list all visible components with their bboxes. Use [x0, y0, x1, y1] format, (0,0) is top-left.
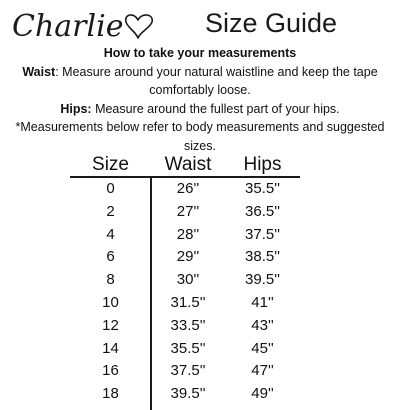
hips-cell: 49'': [251, 385, 274, 403]
waist-cell: 28'': [176, 225, 200, 243]
hips-instruction: [0, 100, 400, 119]
waist-cell: 27'': [176, 202, 200, 220]
table-row: [70, 315, 300, 338]
table-row: [70, 338, 300, 361]
instructions-heading: How to take your measurements: [103, 46, 297, 60]
brand-logo: [10, 6, 160, 46]
header-hips: Hips: [243, 154, 282, 175]
hips-cell: 43'': [251, 316, 274, 334]
hips-cell: 36.5'': [245, 202, 280, 220]
heart-icon: [126, 15, 152, 38]
hips-cell: 39.5'': [245, 271, 280, 289]
hips-label: Hips:: [60, 101, 92, 116]
measurement-note: *Measurements below refer to body measurements and suggested sizes.: [15, 120, 385, 153]
size-cell: 0: [106, 180, 115, 197]
table-row: [70, 178, 300, 201]
table-body: [70, 178, 300, 406]
table-row: [70, 224, 300, 247]
table-row: [70, 360, 300, 383]
hips-cell: 38.5'': [245, 248, 280, 266]
page-title: Size Guide: [205, 8, 338, 38]
size-cell: 8: [106, 271, 115, 289]
hips-cell: 41'': [251, 293, 274, 311]
header-size: Size: [92, 154, 129, 175]
table-row: [70, 292, 300, 315]
waist-cell: 35.5'': [170, 339, 206, 357]
waist-cell: 30'': [176, 271, 200, 289]
waist-instruction: [0, 63, 400, 100]
hips-cell: 45'': [251, 339, 274, 357]
size-cell: 6: [106, 248, 115, 266]
hips-cell: 37.5'': [245, 225, 280, 243]
measurement-instructions: [0, 44, 400, 155]
waist-cell: 31.5'': [170, 293, 206, 311]
table-header-row: [70, 154, 300, 178]
size-cell: 10: [102, 293, 119, 311]
size-table: [70, 154, 300, 406]
size-cell: 12: [102, 316, 119, 334]
size-cell: 4: [106, 225, 115, 243]
hips-text: Measure around the fullest part of your hips.: [91, 101, 340, 116]
hips-cell: 35.5'': [245, 180, 280, 197]
column-divider: [150, 178, 152, 410]
waist-cell: 26'': [176, 180, 200, 197]
table-row: [70, 201, 300, 224]
hips-cell: 47'': [251, 362, 274, 380]
waist-label: Waist: [22, 64, 56, 79]
table-row: [70, 269, 300, 292]
waist-cell: 39.5'': [170, 385, 206, 403]
table-row: [70, 383, 300, 406]
header-waist: Waist: [164, 154, 212, 175]
size-cell: 16: [102, 362, 119, 380]
size-cell: 18: [102, 385, 119, 403]
waist-cell: 37.5'': [170, 362, 206, 380]
size-cell: 2: [106, 202, 115, 220]
waist-cell: 29'': [176, 248, 200, 266]
table-row: [70, 246, 300, 269]
size-cell: 14: [102, 339, 119, 357]
waist-cell: 33.5'': [170, 316, 206, 334]
waist-text: : Measure around your natural waistline and keep the tape comfortably loose.: [55, 64, 378, 97]
brand-logo-text: Charlie: [12, 9, 124, 44]
